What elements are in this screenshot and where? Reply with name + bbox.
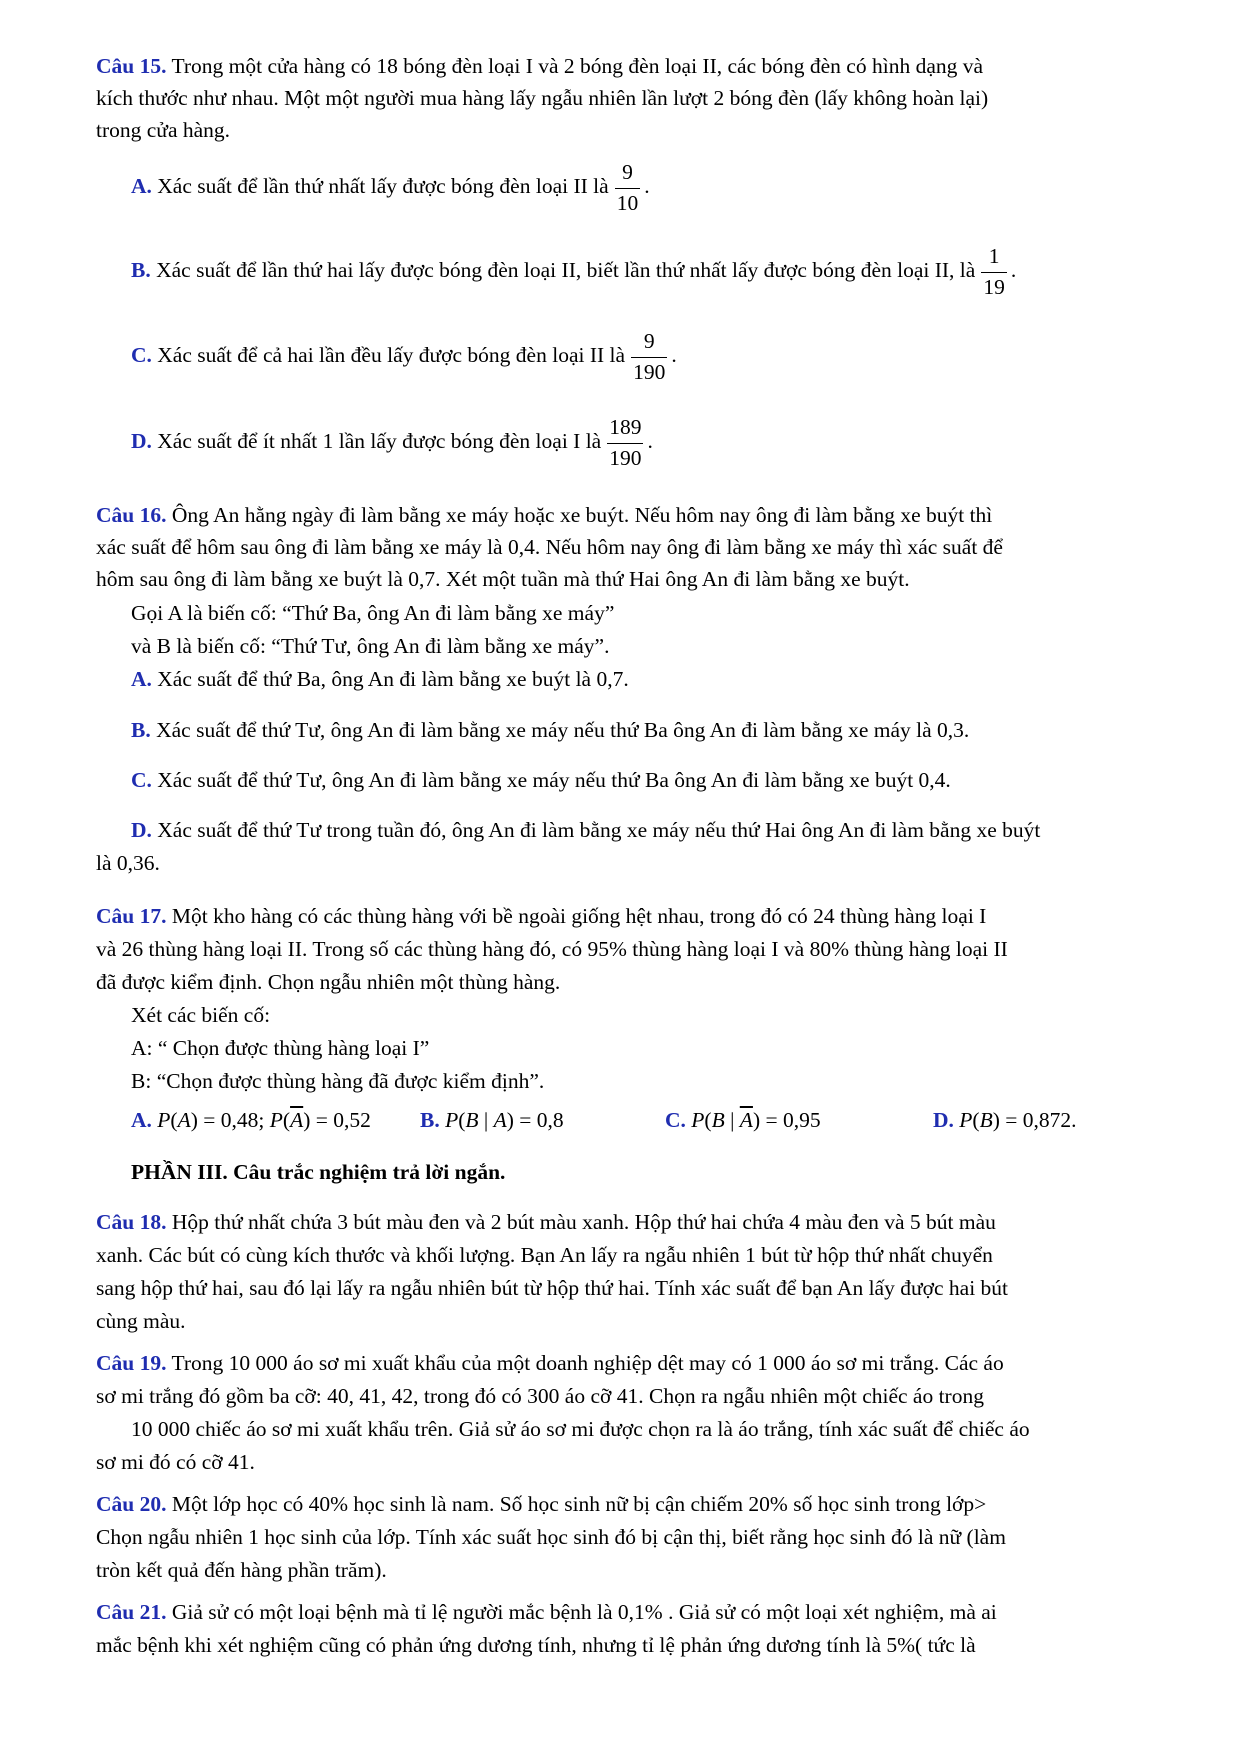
- q18-label: Câu 18.: [96, 1210, 167, 1234]
- q17-label: Câu 17.: [96, 904, 167, 928]
- q19-line-1: Câu 19. Trong 10 000 áo sơ mi xuất khẩu của một doanh nghiệp dệt may có 1 000 áo sơ mi trắng. Các áo: [96, 1351, 1004, 1375]
- q16-line-5: và B là biến cố: “Thứ Tư, ông An đi làm bằng xe máy”.: [131, 634, 610, 658]
- q16-line-2: xác suất để hôm sau ông đi làm bằng xe máy là 0,4. Nếu hôm nay ông đi làm bằng xe máy thì xác suất để: [96, 535, 1003, 559]
- q15-line-3: trong cửa hàng.: [96, 118, 231, 142]
- q19-label: Câu 19.: [96, 1351, 167, 1375]
- q15-a-fraction: $\frac{9}{10}$: [616, 160, 639, 215]
- q19-line-3: 10 000 chiếc áo sơ mi xuất khẩu trên. Giả sử áo sơ mi được chọn ra là áo trắng, tính xác suất để chiếc áo: [131, 1417, 1030, 1441]
- q20-label: Câu 20.: [96, 1492, 167, 1516]
- q15-option-d: D. Xác suất để ít nhất 1 lần lấy được bóng đèn loại I là $\frac{189}{190}$ .: [131, 415, 653, 470]
- q15-option-b: B. Xác suất để lần thứ hai lấy được bóng đèn loại II, biết lần thứ nhất lấy được bóng đèn loại II, là $\frac{1}{19}$ .: [131, 244, 1017, 299]
- q16-option-c: C. Xác suất để thứ Tư, ông An đi làm bằng xe máy nếu thứ Ba ông An đi làm bằng xe buýt 0,4.: [131, 768, 951, 792]
- q15-d-fraction: $\frac{189}{190}$: [609, 415, 642, 470]
- q17-option-a: A. P(A) = 0,48; $P(\overline{A}) = 0,52$: [131, 1108, 371, 1132]
- q20-line-2: Chọn ngẫu nhiên 1 học sinh của lớp. Tính xác suất học sinh đó bị cận thị, biết rằng học sinh đó là nữ (làm: [96, 1525, 1006, 1549]
- part3-heading: PHẦN III. Câu trắc nghiệm trả lời ngắn.: [131, 1160, 506, 1184]
- q15-option-c: C. Xác suất để cả hai lần đều lấy được bóng đèn loại II là $\frac{9}{190}$ .: [131, 329, 677, 384]
- a-complement: $\overline{A}$: [290, 1108, 304, 1132]
- q21-label: Câu 21.: [96, 1600, 167, 1624]
- q15-option-a: A. Xác suất để lần thứ nhất lấy được bóng đèn loại II là $\frac{9}{10}$ .: [131, 160, 650, 215]
- q16-line-1: Câu 16. Ông An hằng ngày đi làm bằng xe máy hoặc xe buýt. Nếu hôm nay ông đi làm bằng xe buýt thì: [96, 503, 993, 527]
- q17-line-4: Xét các biến cố:: [131, 1003, 271, 1027]
- q19-line-4: sơ mi đó có cỡ 41.: [96, 1450, 255, 1474]
- q19-line-2: sơ mi trắng đó gồm ba cỡ: 40, 41, 42, trong đó có 300 áo cỡ 41. Chọn ra ngẫu nhiên một chiếc áo trong: [96, 1384, 984, 1408]
- q17-option-d: D. P(B) = 0,872.: [933, 1108, 1077, 1132]
- q21-line-2: mắc bệnh khi xét nghiệm cũng có phản ứng dương tính, nhưng tỉ lệ phản ứng dương tính là 5%( tức là: [96, 1633, 976, 1657]
- q16-line-4: Gọi A là biến cố: “Thứ Ba, ông An đi làm bằng xe máy”: [131, 601, 615, 625]
- q17-line-3: đã được kiểm định. Chọn ngẫu nhiên một thùng hàng.: [96, 970, 561, 994]
- q15-c-fraction: $\frac{9}{190}$: [633, 329, 666, 384]
- q18-line-3: sang hộp thứ hai, sau đó lại lấy ra ngẫu nhiên bút từ hộp thứ hai. Tính xác suất để bạn An lấy được hai bút: [96, 1276, 1009, 1300]
- q16-option-d: D. Xác suất để thứ Tư trong tuần đó, ông An đi làm bằng xe máy nếu thứ Hai ông An đi làm bằng xe buýt: [131, 818, 1041, 842]
- q16-label: Câu 16.: [96, 503, 167, 527]
- q17-line-2: và 26 thùng hàng loại II. Trong số các thùng hàng đó, có 95% thùng hàng loại I và 80% thùng hàng loại II: [96, 937, 1008, 961]
- q15-line-2: kích thước như nhau. Một một người mua hàng lấy ngẫu nhiên lần lượt 2 bóng đèn (lấy không hoàn lại): [96, 86, 989, 110]
- q17-option-c: C. P(B | $\overline{A}) = 0,95$: [665, 1108, 821, 1132]
- q18-line-1: Câu 18. Hộp thứ nhất chứa 3 bút màu đen và 2 bút màu xanh. Hộp thứ hai chứa 4 màu đen và 5 bút màu: [96, 1210, 996, 1234]
- q16-option-a: A. Xác suất để thứ Ba, ông An đi làm bằng xe buýt là 0,7.: [131, 667, 629, 691]
- q15-line-1: Câu 15. Trong một cửa hàng có 18 bóng đèn loại I và 2 bóng đèn loại II, các bóng đèn có hình dạng và: [96, 54, 984, 78]
- q18-line-4: cùng màu.: [96, 1309, 186, 1333]
- a-complement: $\overline{A}$: [739, 1108, 753, 1132]
- q18-line-2: xanh. Các bút có cùng kích thước và khối lượng. Bạn An lấy ra ngẫu nhiên 1 bút từ hộp thứ nhất chuyển: [96, 1243, 993, 1267]
- q16-option-d-cont: là 0,36.: [96, 851, 160, 875]
- q16-option-b: B. Xác suất để thứ Tư, ông An đi làm bằng xe máy nếu thứ Ba ông An đi làm bằng xe máy là 0,3.: [131, 718, 970, 742]
- q20-line-3: tròn kết quả đến hàng phần trăm).: [96, 1558, 387, 1582]
- q17-option-b: B. P(B | A) = 0,8: [420, 1108, 564, 1132]
- q15-b-fraction: $\frac{1}{19}$: [983, 244, 1005, 299]
- q15-label: Câu 15.: [96, 54, 167, 78]
- q21-line-1: Câu 21. Giả sử có một loại bệnh mà tỉ lệ người mắc bệnh là 0,1% . Giả sử có một loại xét nghiệm, mà ai: [96, 1600, 997, 1624]
- q17-line-5: A: “ Chọn được thùng hàng loại I”: [131, 1036, 430, 1060]
- q20-line-1: Câu 20. Một lớp học có 40% học sinh là nam. Số học sinh nữ bị cận chiếm 20% số học sinh trong lớp>: [96, 1492, 987, 1516]
- q17-line-6: B: “Chọn được thùng hàng đã được kiểm định”.: [131, 1069, 545, 1093]
- q16-line-3: hôm sau ông đi làm bằng xe buýt là 0,7. Xét một tuần mà thứ Hai ông An đi làm bằng xe buýt.: [96, 567, 910, 591]
- q17-line-1: Câu 17. Một kho hàng có các thùng hàng với bề ngoài giống hệt nhau, trong đó có 24 thùng hàng loại I: [96, 904, 987, 928]
